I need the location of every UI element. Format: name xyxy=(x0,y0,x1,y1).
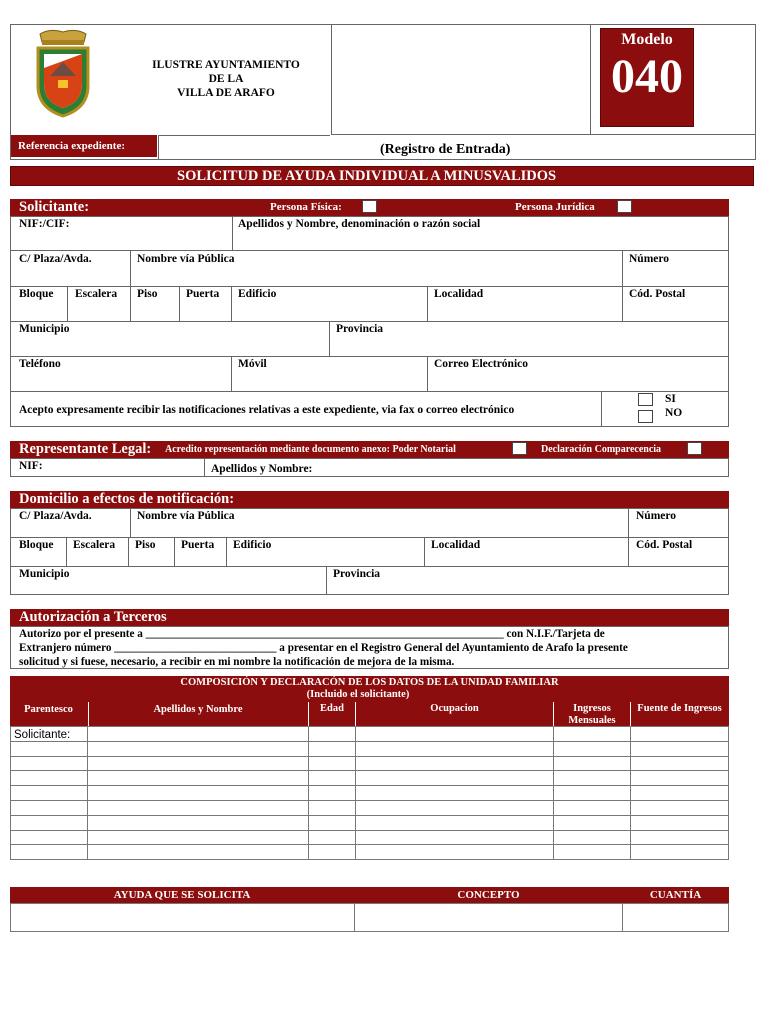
domicile-locality-label: Localidad xyxy=(431,539,481,551)
family-cell[interactable] xyxy=(87,800,309,816)
family-cell[interactable] xyxy=(308,800,356,816)
family-header-sep xyxy=(88,702,89,726)
authorization-title: Autorización a Terceros xyxy=(19,609,167,625)
domicile-grid xyxy=(10,508,729,595)
family-cell[interactable] xyxy=(355,726,554,742)
aid-concept-input[interactable] xyxy=(354,903,623,932)
family-cell[interactable] xyxy=(553,770,631,786)
consent-label: Acepto expresamente recibir las notificaciones relativas a este expediente, via fax o correo electrónico xyxy=(19,404,515,416)
floor-label: Piso xyxy=(137,288,158,300)
family-cell[interactable] xyxy=(553,844,631,860)
representative-grid xyxy=(10,458,729,477)
representative-subtitle: Acredito representación mediante documento anexo: Poder Notarial xyxy=(165,444,456,455)
domicile-title: Domicilio a efectos de notificación: xyxy=(19,491,235,507)
building-label: Edificio xyxy=(238,288,277,300)
family-cell[interactable] xyxy=(10,815,88,831)
col-age: Edad xyxy=(320,703,344,714)
family-cell[interactable] xyxy=(87,726,309,742)
domicile-postal-code-label: Cód. Postal xyxy=(636,539,693,551)
family-cell[interactable] xyxy=(630,770,729,786)
number-label: Número xyxy=(629,253,670,265)
municipality-label: Municipio xyxy=(19,323,70,335)
domicile-province-label: Provincia xyxy=(333,568,381,580)
family-cell[interactable] xyxy=(87,830,309,846)
family-cell[interactable] xyxy=(308,785,356,801)
street-type-label: C/ Plaza/Avda. xyxy=(19,253,92,265)
col-income-source: Fuente de Ingresos xyxy=(637,703,722,714)
family-cell[interactable] xyxy=(10,830,88,846)
form-title: SOLICITUD DE AYUDA INDIVIDUAL A MINUSVALIDOS xyxy=(10,166,754,186)
family-cell[interactable] xyxy=(630,815,729,831)
natural-person-label: Persona Física: xyxy=(270,201,342,213)
family-cell[interactable] xyxy=(355,844,554,860)
power-of-attorney-checkbox[interactable] xyxy=(512,442,527,455)
domicile-street-type-label: C/ Plaza/Avda. xyxy=(19,510,92,522)
family-cell[interactable] xyxy=(630,844,729,860)
family-cell[interactable] xyxy=(553,800,631,816)
aid-col-request: AYUDA QUE SE SOLICITA xyxy=(113,889,251,901)
domicile-building-label: Edificio xyxy=(233,539,272,551)
col-income: Ingresos Mensuales xyxy=(568,703,616,726)
email-label: Correo Electrónico xyxy=(434,358,528,370)
legal-person-checkbox[interactable] xyxy=(617,200,632,213)
domicile-number-label: Número xyxy=(636,510,677,522)
street-name-label: Nombre vía Pública xyxy=(137,253,235,265)
family-cell[interactable] xyxy=(10,741,88,757)
model-label: Modelo xyxy=(621,31,673,48)
family-header-sep xyxy=(355,702,356,726)
family-cell[interactable] xyxy=(553,815,631,831)
family-cell[interactable] xyxy=(355,785,554,801)
family-cell[interactable] xyxy=(87,815,309,831)
institution-name: ILUSTRE AYUNTAMIENTO DE LA VILLA DE ARAFO xyxy=(152,59,300,99)
representative-name-label: Apellidos y Nombre: xyxy=(211,463,313,475)
aid-col-concept: CONCEPTO xyxy=(457,889,520,901)
legal-person-label: Persona Jurídica xyxy=(515,201,595,213)
family-cell[interactable] xyxy=(308,815,356,831)
header-divider xyxy=(331,24,332,134)
family-cell[interactable] xyxy=(308,741,356,757)
declaration-label: Declaración Comparecencia xyxy=(541,444,662,455)
family-cell[interactable] xyxy=(308,756,356,772)
family-cell[interactable] xyxy=(355,756,554,772)
family-cell[interactable] xyxy=(553,741,631,757)
door-label: Puerta xyxy=(186,288,220,300)
family-subtitle: (Incluido el solicitante) xyxy=(306,689,410,700)
family-cell[interactable] xyxy=(87,741,309,757)
consent-yes-label: SI xyxy=(665,393,676,405)
family-cell[interactable] xyxy=(355,815,554,831)
family-cell[interactable] xyxy=(355,770,554,786)
family-cell[interactable] xyxy=(630,756,729,772)
family-title: COMPOSICIÓN Y DECLARACÓN DE LOS DATOS DE LA UNIDAD FAMILIAR xyxy=(180,677,559,688)
family-cell[interactable] xyxy=(553,726,631,742)
family-cell[interactable] xyxy=(87,756,309,772)
family-cell[interactable] xyxy=(308,844,356,860)
postal-code-label: Cód. Postal xyxy=(629,288,686,300)
family-header-sep xyxy=(308,702,309,726)
first-row-label: Solicitante: xyxy=(14,729,71,741)
block-label: Bloque xyxy=(19,288,54,300)
aid-col-amount: CUANTÍA xyxy=(649,889,702,901)
province-label: Provincia xyxy=(336,323,384,335)
family-cell[interactable] xyxy=(308,770,356,786)
family-cell[interactable] xyxy=(553,756,631,772)
family-cell[interactable] xyxy=(10,770,88,786)
locality-label: Localidad xyxy=(434,288,484,300)
aid-request-input[interactable] xyxy=(10,903,355,932)
mobile-label: Móvil xyxy=(238,358,267,370)
stairs-label: Escalera xyxy=(75,288,118,300)
model-box xyxy=(600,28,694,127)
family-cell[interactable] xyxy=(10,756,88,772)
family-cell[interactable] xyxy=(87,785,309,801)
col-relationship: Parentesco xyxy=(24,704,73,715)
family-cell[interactable] xyxy=(10,800,88,816)
domicile-stairs-label: Escalera xyxy=(73,539,116,551)
family-cell[interactable] xyxy=(630,830,729,846)
representative-nif-label: NIF: xyxy=(19,460,43,472)
registry-divider xyxy=(331,134,756,135)
consent-no-label: NO xyxy=(665,407,683,419)
domicile-block-label: Bloque xyxy=(19,539,54,551)
family-cell[interactable] xyxy=(308,830,356,846)
family-cell[interactable] xyxy=(355,741,554,757)
model-number: 040 xyxy=(611,50,683,103)
family-cell[interactable] xyxy=(10,844,88,860)
name-label: Apellidos y Nombre, denominación o razón social xyxy=(238,218,481,230)
family-cell[interactable] xyxy=(10,785,88,801)
consent-no-checkbox[interactable] xyxy=(638,410,653,423)
domicile-street-name-label: Nombre vía Pública xyxy=(137,510,235,522)
domicile-floor-label: Piso xyxy=(135,539,156,551)
family-cell[interactable] xyxy=(630,800,729,816)
family-cell[interactable] xyxy=(355,800,554,816)
family-cell[interactable] xyxy=(355,830,554,846)
domicile-door-label: Puerta xyxy=(181,539,215,551)
family-header-sep xyxy=(630,702,631,726)
domicile-municipality-label: Municipio xyxy=(19,568,70,580)
authorization-text: Autorizo por el presente a ________________________________________________________________ con N.I.F./Tarjeta de Extranjero número _____________________________ a presentar en el Registro General del Ayuntamiento de Arafo la presente solicitud y si fuese, necesario, a recibir en mi nombre la notificación de mejora de la misma. xyxy=(19,628,628,668)
col-name: Apellidos y Nombre xyxy=(153,704,243,715)
nif-label: NIF:/CIF: xyxy=(19,218,70,230)
family-cell[interactable] xyxy=(308,726,356,742)
registry-label: (Registro de Entrada) xyxy=(380,142,511,157)
representative-title: Representante Legal: xyxy=(19,441,152,457)
header-divider-2 xyxy=(590,24,591,134)
reference-label-bar: Referencia expediente: xyxy=(11,135,157,157)
col-occupation: Ocupacion xyxy=(430,703,479,714)
phone-label: Teléfono xyxy=(19,358,61,370)
family-header-sep xyxy=(553,702,554,726)
reference-input[interactable] xyxy=(158,135,330,159)
family-cell[interactable] xyxy=(630,785,729,801)
family-cell[interactable] xyxy=(630,741,729,757)
consent-yes-checkbox[interactable] xyxy=(638,393,653,406)
declaration-checkbox[interactable] xyxy=(687,442,702,455)
natural-person-checkbox[interactable] xyxy=(362,200,377,213)
family-cell[interactable] xyxy=(87,770,309,786)
applicant-title: Solicitante: xyxy=(19,199,90,215)
family-cell[interactable] xyxy=(553,830,631,846)
aid-amount-input[interactable] xyxy=(622,903,729,932)
family-cell[interactable] xyxy=(630,726,729,742)
coat-of-arms-icon xyxy=(30,28,96,120)
family-cell[interactable] xyxy=(87,844,309,860)
family-cell[interactable] xyxy=(553,785,631,801)
